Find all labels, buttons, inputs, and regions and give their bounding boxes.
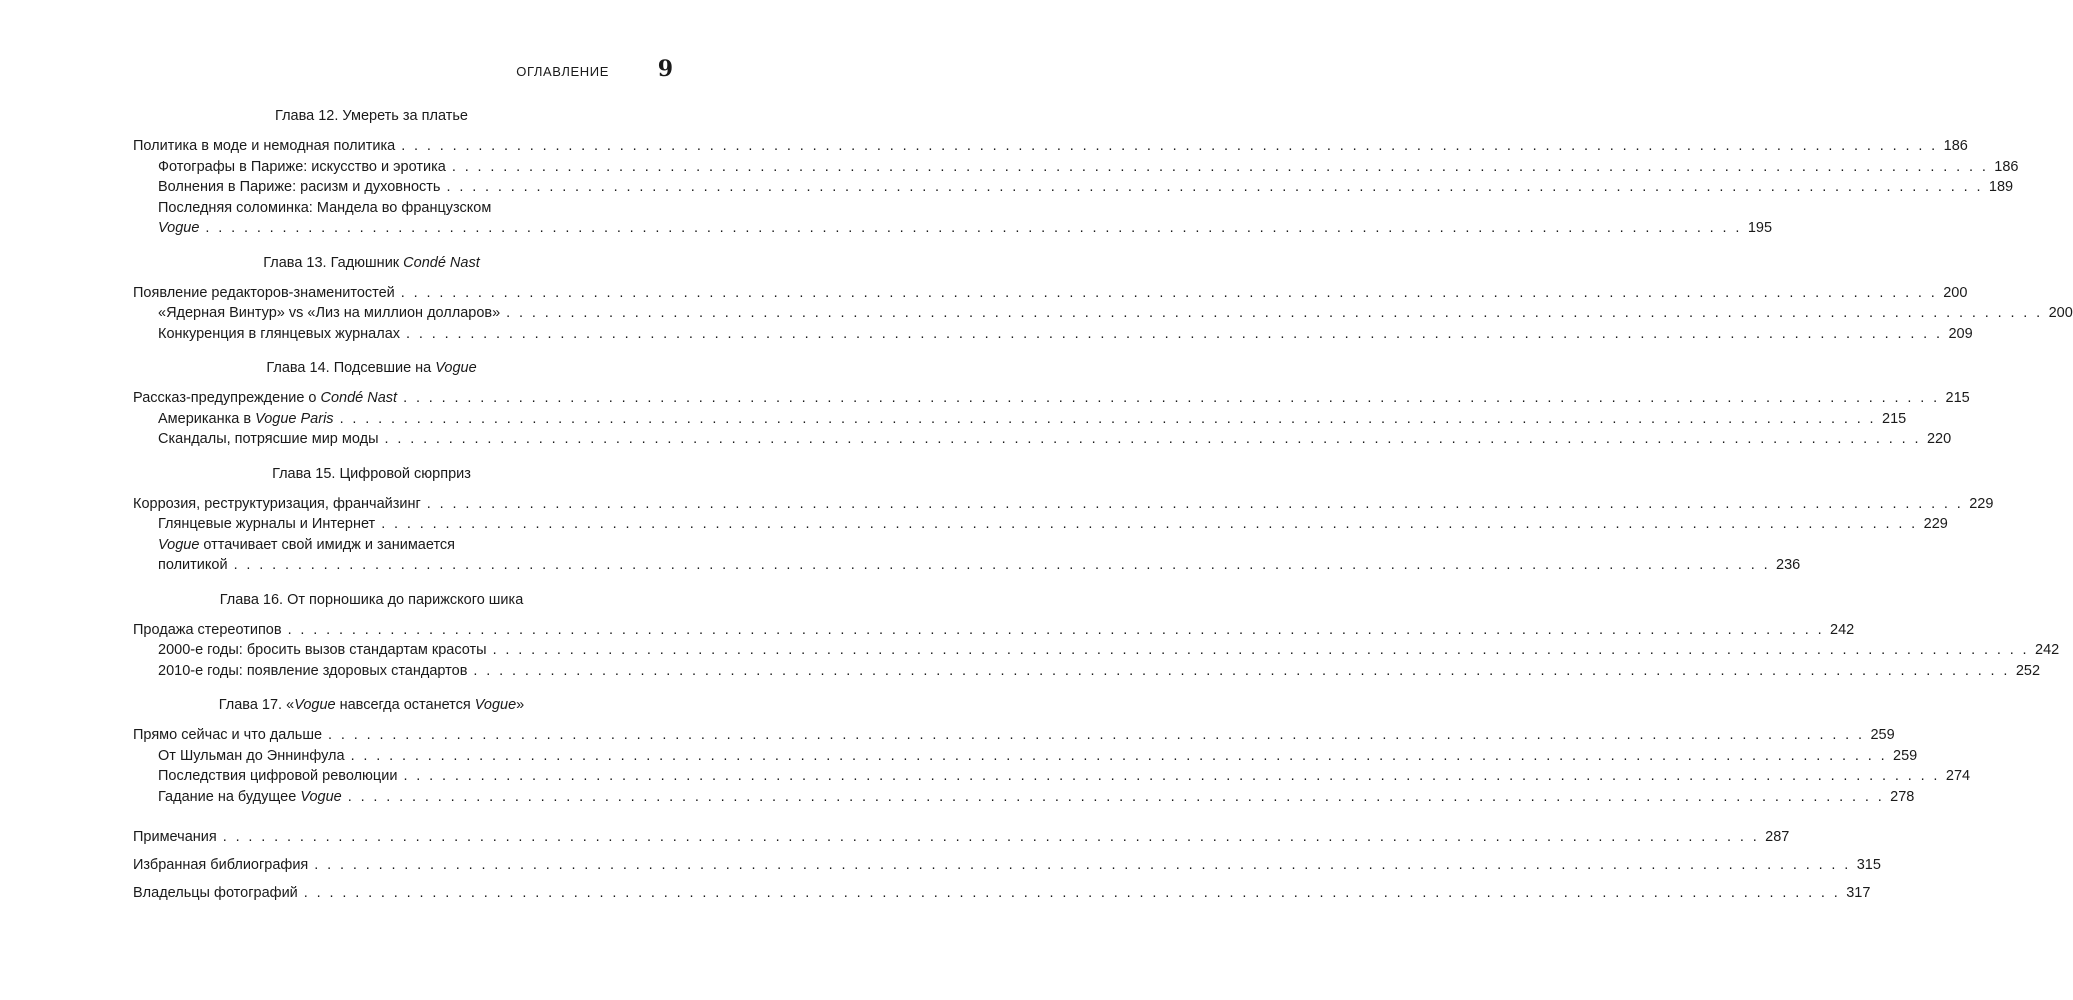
toc-subentry-line[interactable]: Vogue оттачивает свой имидж и занимается: [158, 536, 456, 553]
dot-leader: . . . . . . . . . . . . . . . . . . . . . . . . . . . . . . . . . . . . . . . . . . . . . . . . . . . . . . . . . . . . . . . . . . . . . . . . . . . . . . . . . . . . . . . . . . . . . . . . . . . . . . . . . . . . . . . . . . . . . . . .: [303, 885, 1841, 901]
toc-subentry[interactable]: 2010-е годы: появление здоровых стандартов . . . . . . . . . . . . . . . . . . . . . . . . . . . . . . . . . . . . . . . . . . . . . . . . . . . . . . . . . . . . . . . . . . . . . . . . . . . . . . . . . . . . . . . . . . . . . . . . . . . . . . . . . . . . . . . . . . . . . . . . 252: [133, 661, 610, 682]
chapter-title[interactable]: Глава 16. От порношика до парижского шика: [219, 591, 524, 608]
toc-subentry[interactable]: Волнения в Париже: расизм и духовность . . . . . . . . . . . . . . . . . . . . . . . . . . . . . . . . . . . . . . . . . . . . . . . . . . . . . . . . . . . . . . . . . . . . . . . . . . . . . . . . . . . . . . . . . . . . . . . . . . . . . . . . . . . . . . . . . . . . . . . . 189: [133, 177, 610, 198]
toc-entry-notes[interactable]: Примечания . . . . . . . . . . . . . . . . . . . . . . . . . . . . . . . . . . . . . . . . . . . . . . . . . . . . . . . . . . . . . . . . . . . . . . . . . . . . . . . . . . . . . . . . . . . . . . . . . . . . . . . . . . . . . . . . . . . . . . . . 287: [133, 823, 610, 851]
chapter-14: [133, 356, 1970, 450]
dot-leader: . . . . . . . . . . . . . . . . . . . . . . . . . . . . . . . . . . . . . . . . . . . . . . . . . . . . . . . . . . . . . . . . . . . . . . . . . . . . . . . . . . . . . . . . . . . . . . . . . . . . . . . . . . . . . . . . . . . . . . . .: [492, 642, 2029, 658]
toc-entry[interactable]: Рассказ-предупреждение о Condé Nast . . . . . . . . . . . . . . . . . . . . . . . . . . . . . . . . . . . . . . . . . . . . . . . . . . . . . . . . . . . . . . . . . . . . . . . . . . . . . . . . . . . . . . . . . . . . . . . . . . . . . . . . . . . . . . . . . . . . . . . . 215: [133, 388, 610, 409]
dot-leader: . . . . . . . . . . . . . . . . . . . . . . . . . . . . . . . . . . . . . . . . . . . . . . . . . . . . . . . . . . . . . . . . . . . . . . . . . . . . . . . . . . . . . . . . . . . . . . . . . . . . . . . . . . . . . . . . . . . . . . . .: [400, 284, 1938, 301]
running-header: [133, 56, 673, 86]
dot-leader: . . . . . . . . . . . . . . . . . . . . . . . . . . . . . . . . . . . . . . . . . . . . . . . . . . . . . . . . . . . . . . . . . . . . . . . . . . . . . . . . . . . . . . . . . . . . . . . . . . . . . . . . . . . . . . . . . . . . . . . .: [406, 325, 1943, 342]
dot-leader: . . . . . . . . . . . . . . . . . . . . . . . . . . . . . . . . . . . . . . . . . . . . . . . . . . . . . . . . . . . . . . . . . . . . . . . . . . . . . . . . . . . . . . . . . . . . . . . . . . . . . . . . . . . . . . . . . . . . . . . .: [350, 747, 1888, 764]
dot-leader: . . . . . . . . . . . . . . . . . . . . . . . . . . . . . . . . . . . . . . . . . . . . . . . . . . . . . . . . . . . . . . . . . . . . . . . . . . . . . . . . . . . . . . . . . . . . . . . . . . . . . . . . . . . . . . . . . . . . . . . .: [473, 662, 2010, 679]
dot-leader: . . . . . . . . . . . . . . . . . . . . . . . . . . . . . . . . . . . . . . . . . . . . . . . . . . . . . . . . . . . . . . . . . . . . . . . . . . . . . . . . . . . . . . . . . . . . . . . . . . . . . . . . . . . . . . . . . . . . . . . .: [401, 138, 1938, 154]
chapter-title[interactable]: Глава 12. Умереть за платье: [275, 108, 468, 124]
dot-leader: . . . . . . . . . . . . . . . . . . . . . . . . . . . . . . . . . . . . . . . . . . . . . . . . . . . . . . . . . . . . . . . . . . . . . . . . . . . . . . . . . . . . . . . . . . . . . . . . . . . . . . . . . . . . . . . . . . . . . . . .: [314, 857, 1851, 873]
dot-leader: . . . . . . . . . . . . . . . . . . . . . . . . . . . . . . . . . . . . . . . . . . . . . . . . . . . . . . . . . . . . . . . . . . . . . . . . . . . . . . . . . . . . . . . . . . . . . . . . . . . . . . . . . . . . . . . . . . . . . . . .: [403, 390, 1940, 406]
dot-leader: . . . . . . . . . . . . . . . . . . . . . . . . . . . . . . . . . . . . . . . . . . . . . . . . . . . . . . . . . . . . . . . . . . . . . . . . . . . . . . . . . . . . . . . . . . . . . . . . . . . . . . . . . . . . . . . . . . . . . . . .: [287, 621, 1825, 638]
toc-subentry[interactable]: Vogue . . . . . . . . . . . . . . . . . . . . . . . . . . . . . . . . . . . . . . . . . . . . . . . . . . . . . . . . . . . . . . . . . . . . . . . . . . . . . . . . . . . . . . . . . . . . . . . . . . . . . . . . . . . . . . . . . . . . . . . . 195: [133, 218, 610, 239]
toc-subentry[interactable]: Последствия цифровой революции . . . . . . . . . . . . . . . . . . . . . . . . . . . . . . . . . . . . . . . . . . . . . . . . . . . . . . . . . . . . . . . . . . . . . . . . . . . . . . . . . . . . . . . . . . . . . . . . . . . . . . . . . . . . . . . . . . . . . . . . 274: [133, 766, 610, 787]
chapter-17: [133, 693, 1971, 807]
chapter-title[interactable]: Глава 15. Цифровой сюрприз: [272, 465, 471, 482]
page-number: 9: [657, 56, 673, 82]
dot-leader: . . . . . . . . . . . . . . . . . . . . . . . . . . . . . . . . . . . . . . . . . . . . . . . . . . . . . . . . . . . . . . . . . . . . . . . . . . . . . . . . . . . . . . . . . . . . . . . . . . . . . . . . . . . . . . . . . . . . . . . .: [222, 829, 1760, 845]
toc-entry[interactable]: Прямо сейчас и что дальше . . . . . . . . . . . . . . . . . . . . . . . . . . . . . . . . . . . . . . . . . . . . . . . . . . . . . . . . . . . . . . . . . . . . . . . . . . . . . . . . . . . . . . . . . . . . . . . . . . . . . . . . . . . . . . . . . . . . . . . . 259: [133, 725, 610, 746]
toc-subentry[interactable]: Глянцевые журналы и Интернет . . . . . . . . . . . . . . . . . . . . . . . . . . . . . . . . . . . . . . . . . . . . . . . . . . . . . . . . . . . . . . . . . . . . . . . . . . . . . . . . . . . . . . . . . . . . . . . . . . . . . . . . . . . . . . . . . . . . . . . . 229: [133, 514, 610, 535]
chapter-title[interactable]: Глава 14. Подсевшие на Vogue: [266, 360, 477, 376]
dot-leader: . . . . . . . . . . . . . . . . . . . . . . . . . . . . . . . . . . . . . . . . . . . . . . . . . . . . . . . . . . . . . . . . . . . . . . . . . . . . . . . . . . . . . . . . . . . . . . . . . . . . . . . . . . . . . . . . . . . . . . . .: [426, 495, 1964, 512]
dot-leader: . . . . . . . . . . . . . . . . . . . . . . . . . . . . . . . . . . . . . . . . . . . . . . . . . . . . . . . . . . . . . . . . . . . . . . . . . . . . . . . . . . . . . . . . . . . . . . . . . . . . . . . . . . . . . . . . . . . . . . . .: [339, 410, 1876, 427]
chapter-title[interactable]: Глава 17. «Vogue навсегда останется Vogue»: [218, 697, 525, 713]
dot-leader: . . . . . . . . . . . . . . . . . . . . . . . . . . . . . . . . . . . . . . . . . . . . . . . . . . . . . . . . . . . . . . . . . . . . . . . . . . . . . . . . . . . . . . . . . . . . . . . . . . . . . . . . . . . . . . . . . . . . . . . .: [205, 220, 1742, 236]
toc-subentry[interactable]: политикой . . . . . . . . . . . . . . . . . . . . . . . . . . . . . . . . . . . . . . . . . . . . . . . . . . . . . . . . . . . . . . . . . . . . . . . . . . . . . . . . . . . . . . . . . . . . . . . . . . . . . . . . . . . . . . . . . . . . . . . . 236: [133, 555, 610, 576]
chapter-16: [133, 588, 2060, 682]
dot-leader: . . . . . . . . . . . . . . . . . . . . . . . . . . . . . . . . . . . . . . . . . . . . . . . . . . . . . . . . . . . . . . . . . . . . . . . . . . . . . . . . . . . . . . . . . . . . . . . . . . . . . . . . . . . . . . . . . . . . . . . .: [347, 788, 1885, 805]
toc-entry[interactable]: Коррозия, реструктуризация, франчайзинг . . . . . . . . . . . . . . . . . . . . . . . . . . . . . . . . . . . . . . . . . . . . . . . . . . . . . . . . . . . . . . . . . . . . . . . . . . . . . . . . . . . . . . . . . . . . . . . . . . . . . . . . . . . . . . . . . . . . . . . . 229: [133, 494, 610, 515]
back-matter: [133, 823, 1881, 907]
dot-leader: . . . . . . . . . . . . . . . . . . . . . . . . . . . . . . . . . . . . . . . . . . . . . . . . . . . . . . . . . . . . . . . . . . . . . . . . . . . . . . . . . . . . . . . . . . . . . . . . . . . . . . . . . . . . . . . . . . . . . . . .: [446, 179, 1983, 195]
running-header-title: ОГЛАВЛЕНИЕ: [516, 64, 609, 79]
dot-leader: . . . . . . . . . . . . . . . . . . . . . . . . . . . . . . . . . . . . . . . . . . . . . . . . . . . . . . . . . . . . . . . . . . . . . . . . . . . . . . . . . . . . . . . . . . . . . . . . . . . . . . . . . . . . . . . . . . . . . . . .: [451, 158, 1989, 175]
toc-subentry[interactable]: 2000-е годы: бросить вызов стандартам красоты . . . . . . . . . . . . . . . . . . . . . . . . . . . . . . . . . . . . . . . . . . . . . . . . . . . . . . . . . . . . . . . . . . . . . . . . . . . . . . . . . . . . . . . . . . . . . . . . . . . . . . . . . . . . . . . . . . . . . . . . 242: [133, 640, 610, 661]
chapter-15: [133, 462, 1994, 576]
chapter-title[interactable]: Глава 13. Гадюшник Condé Nast: [263, 254, 480, 271]
toc-subentry[interactable]: «Ядерная Винтур» vs «Лиз на миллион долларов» . . . . . . . . . . . . . . . . . . . . . . . . . . . . . . . . . . . . . . . . . . . . . . . . . . . . . . . . . . . . . . . . . . . . . . . . . . . . . . . . . . . . . . . . . . . . . . . . . . . . . . . . . . . . . . . . . . . . . . . . 200: [133, 303, 610, 324]
toc-subentry[interactable]: Скандалы, потрясшие мир моды . . . . . . . . . . . . . . . . . . . . . . . . . . . . . . . . . . . . . . . . . . . . . . . . . . . . . . . . . . . . . . . . . . . . . . . . . . . . . . . . . . . . . . . . . . . . . . . . . . . . . . . . . . . . . . . . . . . . . . . . 220: [133, 429, 610, 450]
toc-subentry-line[interactable]: Последняя соломинка: Мандела во французском: [158, 199, 492, 216]
dot-leader: . . . . . . . . . . . . . . . . . . . . . . . . . . . . . . . . . . . . . . . . . . . . . . . . . . . . . . . . . . . . . . . . . . . . . . . . . . . . . . . . . . . . . . . . . . . . . . . . . . . . . . . . . . . . . . . . . . . . . . . .: [328, 727, 1865, 743]
toc-entry[interactable]: Продажа стереотипов . . . . . . . . . . . . . . . . . . . . . . . . . . . . . . . . . . . . . . . . . . . . . . . . . . . . . . . . . . . . . . . . . . . . . . . . . . . . . . . . . . . . . . . . . . . . . . . . . . . . . . . . . . . . . . . . . . . . . . . . 242: [133, 620, 610, 641]
chapter-12: [133, 104, 2019, 239]
toc-entry[interactable]: Политика в моде и немодная политика . . . . . . . . . . . . . . . . . . . . . . . . . . . . . . . . . . . . . . . . . . . . . . . . . . . . . . . . . . . . . . . . . . . . . . . . . . . . . . . . . . . . . . . . . . . . . . . . . . . . . . . . . . . . . . . . . . . . . . . . 186: [133, 136, 610, 157]
toc-subentry[interactable]: Фотографы в Париже: искусство и эротика . . . . . . . . . . . . . . . . . . . . . . . . . . . . . . . . . . . . . . . . . . . . . . . . . . . . . . . . . . . . . . . . . . . . . . . . . . . . . . . . . . . . . . . . . . . . . . . . . . . . . . . . . . . . . . . . . . . . . . . . 186: [133, 157, 610, 178]
toc-subentry[interactable]: Гадание на будущее Vogue . . . . . . . . . . . . . . . . . . . . . . . . . . . . . . . . . . . . . . . . . . . . . . . . . . . . . . . . . . . . . . . . . . . . . . . . . . . . . . . . . . . . . . . . . . . . . . . . . . . . . . . . . . . . . . . . . . . . . . . . 278: [133, 787, 610, 808]
dot-leader: . . . . . . . . . . . . . . . . . . . . . . . . . . . . . . . . . . . . . . . . . . . . . . . . . . . . . . . . . . . . . . . . . . . . . . . . . . . . . . . . . . . . . . . . . . . . . . . . . . . . . . . . . . . . . . . . . . . . . . . .: [233, 557, 1771, 573]
toc-subentry[interactable]: Американка в Vogue Paris . . . . . . . . . . . . . . . . . . . . . . . . . . . . . . . . . . . . . . . . . . . . . . . . . . . . . . . . . . . . . . . . . . . . . . . . . . . . . . . . . . . . . . . . . . . . . . . . . . . . . . . . . . . . . . . . . . . . . . . . 215: [133, 409, 610, 430]
chapter-13: [133, 251, 2073, 345]
dot-leader: . . . . . . . . . . . . . . . . . . . . . . . . . . . . . . . . . . . . . . . . . . . . . . . . . . . . . . . . . . . . . . . . . . . . . . . . . . . . . . . . . . . . . . . . . . . . . . . . . . . . . . . . . . . . . . . . . . . . . . . .: [384, 431, 1921, 447]
dot-leader: . . . . . . . . . . . . . . . . . . . . . . . . . . . . . . . . . . . . . . . . . . . . . . . . . . . . . . . . . . . . . . . . . . . . . . . . . . . . . . . . . . . . . . . . . . . . . . . . . . . . . . . . . . . . . . . . . . . . . . . .: [506, 305, 2043, 321]
dot-leader: . . . . . . . . . . . . . . . . . . . . . . . . . . . . . . . . . . . . . . . . . . . . . . . . . . . . . . . . . . . . . . . . . . . . . . . . . . . . . . . . . . . . . . . . . . . . . . . . . . . . . . . . . . . . . . . . . . . . . . . .: [403, 768, 1940, 784]
toc-subentry[interactable]: От Шульман до Эннинфула . . . . . . . . . . . . . . . . . . . . . . . . . . . . . . . . . . . . . . . . . . . . . . . . . . . . . . . . . . . . . . . . . . . . . . . . . . . . . . . . . . . . . . . . . . . . . . . . . . . . . . . . . . . . . . . . . . . . . . . . 259: [133, 746, 610, 767]
table-of-contents: [133, 104, 2073, 907]
dot-leader: . . . . . . . . . . . . . . . . . . . . . . . . . . . . . . . . . . . . . . . . . . . . . . . . . . . . . . . . . . . . . . . . . . . . . . . . . . . . . . . . . . . . . . . . . . . . . . . . . . . . . . . . . . . . . . . . . . . . . . . .: [381, 516, 1918, 532]
toc-entry[interactable]: Появление редакторов-знаменитостей . . . . . . . . . . . . . . . . . . . . . . . . . . . . . . . . . . . . . . . . . . . . . . . . . . . . . . . . . . . . . . . . . . . . . . . . . . . . . . . . . . . . . . . . . . . . . . . . . . . . . . . . . . . . . . . . . . . . . . . . 200: [133, 283, 610, 304]
toc-entry-photo-credits[interactable]: Владельцы фотографий . . . . . . . . . . . . . . . . . . . . . . . . . . . . . . . . . . . . . . . . . . . . . . . . . . . . . . . . . . . . . . . . . . . . . . . . . . . . . . . . . . . . . . . . . . . . . . . . . . . . . . . . . . . . . . . . . . . . . . . . 317: [133, 879, 610, 907]
toc-subentry[interactable]: Конкуренция в глянцевых журналах . . . . . . . . . . . . . . . . . . . . . . . . . . . . . . . . . . . . . . . . . . . . . . . . . . . . . . . . . . . . . . . . . . . . . . . . . . . . . . . . . . . . . . . . . . . . . . . . . . . . . . . . . . . . . . . . . . . . . . . . 209: [133, 324, 610, 345]
toc-entry-bibliography[interactable]: Избранная библиография . . . . . . . . . . . . . . . . . . . . . . . . . . . . . . . . . . . . . . . . . . . . . . . . . . . . . . . . . . . . . . . . . . . . . . . . . . . . . . . . . . . . . . . . . . . . . . . . . . . . . . . . . . . . . . . . . . . . . . . . 315: [133, 851, 610, 879]
